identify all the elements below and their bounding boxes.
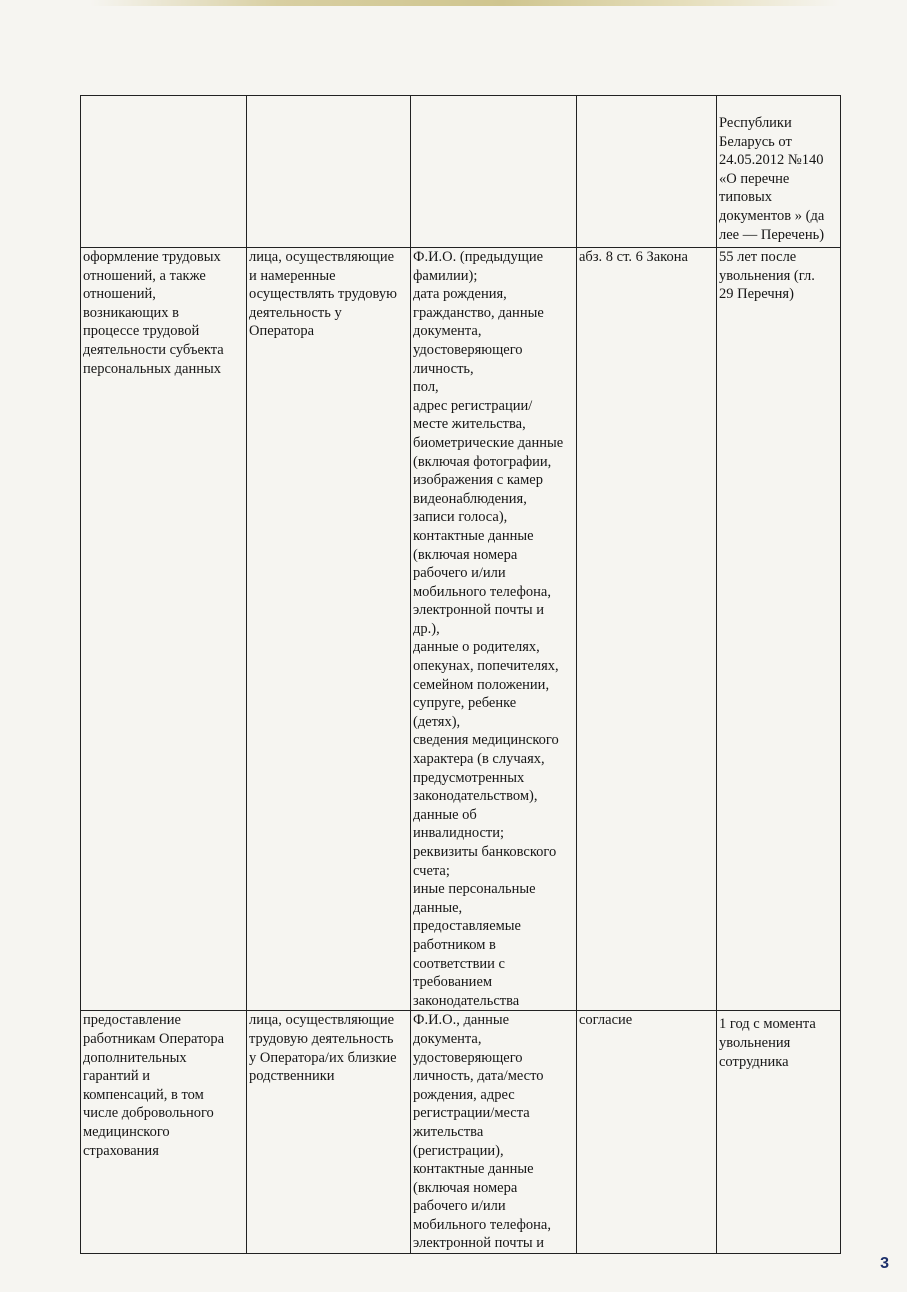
table-cell: лица, осуществляющие трудовую деятельность у Оператора/их близкие родственники <box>247 1011 411 1254</box>
table-cell <box>247 96 411 248</box>
table-cell <box>411 96 577 248</box>
table-cell: Республики Беларусь от 24.05.2012 №140 «О перечне типовых документов » (да лее — Перечень) <box>717 96 841 248</box>
table-cell: согласие <box>577 1011 717 1254</box>
table-cell: 1 год с момента увольнения сотрудника <box>717 1011 841 1254</box>
table-cell <box>81 96 247 248</box>
table-row <box>81 1011 841 1254</box>
table-cell: Ф.И.О., данные документа, удостоверяющего личность, дата/место рождения, адрес регистрации/места жительства (регистрации), контактные данные (включая номера рабочего и/или мобильного телефона, электронной почты и <box>411 1011 577 1254</box>
page-number: 3 <box>880 1255 889 1272</box>
table-row <box>81 248 841 1011</box>
table-cell: 55 лет после увольнения (гл. 29 Перечня) <box>717 248 841 1011</box>
table-cell: лица, осуществляющие и намеренные осуществлять трудовую деятельность у Оператора <box>247 248 411 1011</box>
table-cell: абз. 8 ст. 6 Закона <box>577 248 717 1011</box>
table-cell: Ф.И.О. (предыдущие фамилии); дата рождения, гражданство, данные документа, удостоверяющего личность, пол, адрес регистрации/ месте жительства, биометрические данные (включая фотографии, изображения с камер видеонаблюдения, записи голоса), контактные данные (включая номера рабочего и/или мобильного телефона, электронной почты и др.), данные о родителях, опекунах, попечителях, семейном положении, супруге, ребенке (детях), сведения медицинского характера (в случаях, предусмотренных законодательством), данные об инвалидности; реквизиты банковского счета; иные персональные данные, предоставляемые работником в соответствии с требованием законодательства <box>411 248 577 1011</box>
table-row <box>81 96 841 248</box>
personal-data-table <box>80 95 841 1254</box>
top-scan-strip <box>90 0 840 6</box>
table-cell: предоставление работникам Оператора дополнительных гарантий и компенсаций, в том числе добровольного медицинского страхования <box>81 1011 247 1254</box>
table-cell: оформление трудовых отношений, а также отношений, возникающих в процессе трудовой деятельности субъекта персональных данных <box>81 248 247 1011</box>
table-cell <box>577 96 717 248</box>
